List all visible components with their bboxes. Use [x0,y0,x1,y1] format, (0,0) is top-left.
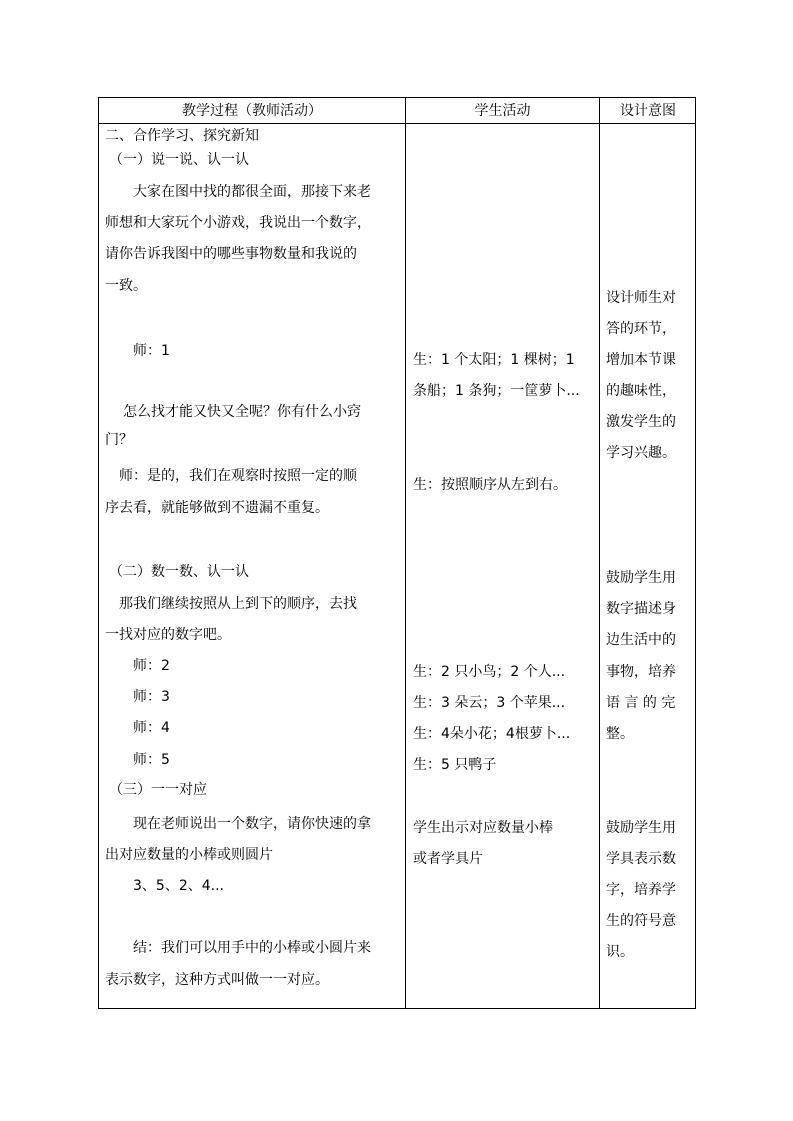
student-answer-2: 生：2 只小鸟；2 个人... [413,664,566,680]
design-3-line-4: 生的符号意 [606,913,676,929]
design-3-line-5: 识。 [606,944,634,960]
design-3-line-3: 字，培养学 [606,882,676,898]
header-student: 学生活动 [474,103,531,119]
part3-line-1: 现在老师说出一个数字，请你快速的拿 [133,816,371,832]
design-2-line-1: 鼓励学生用 [606,570,676,586]
part3-title: （三）一一对应 [109,782,207,798]
conclusion-line-1: 结：我们可以用手中的小棒或小圆片来 [133,940,371,956]
part2-title: （二）数一数、认一认 [109,564,249,580]
teacher-1: 师：1 [133,343,170,359]
part3-line-2: 出对应数量的小棒或则圆片 [105,847,273,863]
design-2-line-2: 数字描述身 [606,601,676,617]
column-divider-2 [599,98,600,1008]
design-1-line-2: 答的环节， [606,321,676,337]
part2-line-1: 那我们继续按照从上到下的顺序，去找 [119,596,357,612]
design-1-line-4: 的趣味性， [606,383,676,399]
conclusion-line-2: 表示数字，这种方式叫做一一对应。 [105,972,329,988]
design-2-line-3: 边生活中的 [606,632,676,648]
teacher-4: 师：4 [133,720,170,736]
teacher-5: 师：5 [133,752,170,768]
teacher-2: 师：2 [133,658,170,674]
design-2-line-6: 整。 [606,726,634,742]
part2-line-2: 一找对应的数字吧。 [105,627,231,643]
design-1-line-1: 设计师生对 [606,290,676,306]
student-answer-3: 生：3 朵云；3 个苹果... [413,695,566,711]
design-1-line-5: 激发学生的 [606,414,676,430]
student-answer-order: 生：按照顺序从左到右。 [413,477,567,493]
design-1-line-6: 学习兴趣。 [606,445,676,461]
design-2-line-5: 语 言 的 完 [606,695,676,711]
number-sequence: 3、5、2、4... [133,878,224,894]
part1-line-1: 大家在图中找的都很全面，那接下来老 [133,184,371,200]
column-divider-1 [405,98,406,1008]
part1-line-4: 一致。 [105,278,147,294]
question-line-2: 门？ [105,432,133,448]
header-teacher: 教学过程（教师活动） [182,103,322,119]
part1-title: （一）说一说、认一认 [109,152,249,168]
student-answer-4: 生：4朵小花；4根萝卜... [413,726,571,742]
design-1-line-3: 增加本节课 [606,352,676,368]
part1-line-3: 请你告诉我图中的哪些事物数量和我说的 [105,246,357,262]
design-3-line-2: 学具表示数 [606,851,676,867]
student-answer-1-line-1: 生：1 个太阳；1 棵树；1 [413,352,575,368]
student-answer-1-line-2: 条船；1 条狗；一筐萝卜... [413,383,580,399]
lesson-plan-table [98,97,696,1009]
student-activity-line-2: 或者学具片 [413,851,483,867]
student-answer-5: 生：5 只鸭子 [413,757,497,773]
teacher-3: 师：3 [133,689,170,705]
design-3-line-1: 鼓励学生用 [606,820,676,836]
design-2-line-4: 事物，培养 [606,664,676,680]
answer-line-1: 师：是的，我们在观察时按照一定的顺 [119,468,357,484]
section-title: 二、合作学习、探究新知 [105,128,259,144]
header-design: 设计意图 [620,103,676,119]
student-activity-line-1: 学生出示对应数量小棒 [413,820,553,836]
question-line-1: 怎么找才能又快又全呢？你有什么小窍 [123,404,361,420]
answer-line-2: 序去看，就能够做到不遗漏不重复。 [105,500,329,516]
part1-line-2: 师想和大家玩个小游戏，我说出一个数字， [105,215,371,231]
